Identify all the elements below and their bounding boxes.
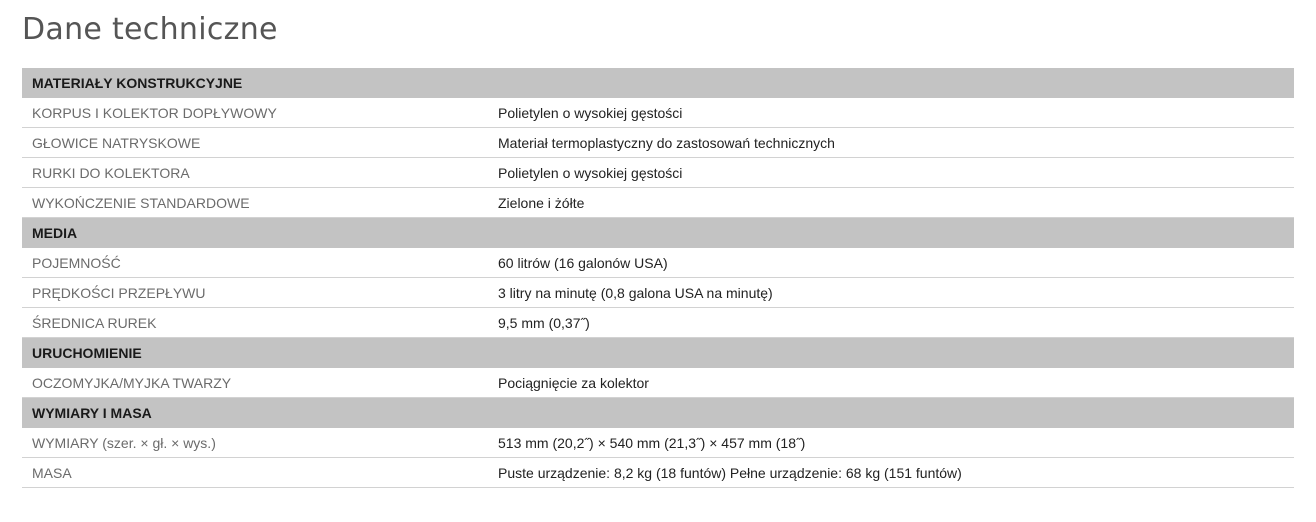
spec-row [22, 308, 1294, 338]
spec-value: Polietylen o wysokiej gęstości [498, 104, 683, 121]
spec-label: GŁOWICE NATRYSKOWE [32, 134, 201, 151]
spec-value: 9,5 mm (0,37˝) [498, 314, 590, 331]
spec-value: 3 litry na minutę (0,8 galona USA na minutę) [498, 284, 773, 301]
spec-value: Materiał termoplastyczny do zastosowań technicznych [498, 134, 835, 151]
section-header-media: MEDIA [22, 218, 1294, 248]
section-header-dimensions: WYMIARY I MASA [22, 398, 1294, 428]
spec-row [22, 278, 1294, 308]
spec-row [22, 428, 1294, 458]
spec-row [22, 188, 1294, 218]
spec-row [22, 128, 1294, 158]
spec-label: KORPUS I KOLEKTOR DOPŁYWOWY [32, 104, 277, 121]
page-title: Dane techniczne [22, 12, 278, 47]
spec-row [22, 248, 1294, 278]
spec-value: Polietylen o wysokiej gęstości [498, 164, 683, 181]
spec-value: Pociągnięcie za kolektor [498, 374, 649, 391]
spec-value: Puste urządzenie: 8,2 kg (18 funtów) Pełne urządzenie: 68 kg (151 funtów) [498, 464, 962, 481]
spec-row [22, 158, 1294, 188]
spec-label: WYMIARY (szer. × gł. × wys.) [32, 434, 216, 451]
spec-value: 513 mm (20,2˝) × 540 mm (21,3˝) × 457 mm (18˝) [498, 434, 806, 451]
spec-row [22, 458, 1294, 488]
spec-row [22, 368, 1294, 398]
spec-label: MASA [32, 464, 72, 481]
spec-label: OCZOMYJKA/MYJKA TWARZY [32, 374, 232, 391]
section-header-activation: URUCHOMIENIE [22, 338, 1294, 368]
spec-table [22, 68, 1294, 488]
spec-value: Zielone i żółte [498, 194, 585, 211]
spec-value: 60 litrów (16 galonów USA) [498, 254, 668, 271]
spec-label: RURKI DO KOLEKTORA [32, 164, 190, 181]
spec-label: ŚREDNICA RUREK [32, 314, 157, 331]
section-header-materials: MATERIAŁY KONSTRUKCYJNE [22, 68, 1294, 98]
spec-label: POJEMNOŚĆ [32, 254, 121, 271]
spec-row [22, 98, 1294, 128]
spec-label: PRĘDKOŚCI PRZEPŁYWU [32, 284, 206, 301]
spec-label: WYKOŃCZENIE STANDARDOWE [32, 194, 250, 211]
